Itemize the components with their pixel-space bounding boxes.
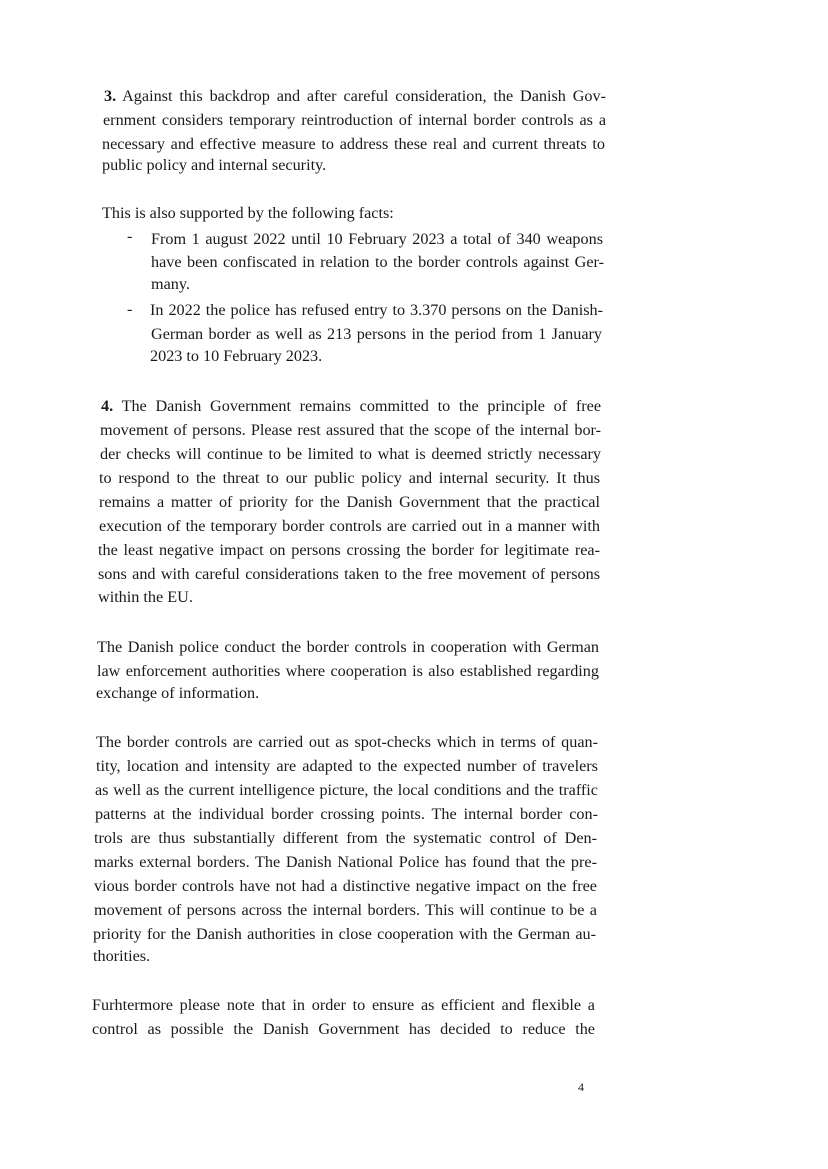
section4-line-2: movement of persons. Please rest assured that the scope of the internal bor-: [100, 421, 601, 439]
section3-number: 3.: [104, 87, 117, 105]
bullet-2-line-2: German border as well as 213 persons in the period from 1 January: [151, 325, 602, 343]
bullet-1-line-2: have been confiscated in relation to the border controls against Ger-: [151, 253, 604, 271]
spotchecks-line-4: patterns at the individual border crossing points. The internal border con-: [95, 805, 598, 823]
spotchecks-line-6: marks external borders. The Danish National Police has found that the pre-: [94, 853, 597, 871]
bullet-2-line-1: In 2022 the police has refused entry to 3.370 persons on the Danish-: [150, 301, 603, 319]
section3-line-4: public policy and internal security.: [102, 156, 327, 174]
cooperation-line-2: law enforcement authorities where cooperation is also established regarding: [97, 662, 599, 680]
spotchecks-line-8: movement of persons across the internal borders. This will continue to be a: [94, 901, 597, 919]
section4-number: 4.: [101, 397, 114, 415]
spotchecks-line-10: thorities.: [93, 947, 151, 965]
spotchecks-line-3: as well as the current intelligence picture, the local conditions and the traffic: [95, 781, 598, 799]
supported-intro: This is also supported by the following facts:: [102, 204, 394, 222]
section3-line-2: ernment considers temporary reintroduction of internal border controls as a: [103, 111, 606, 129]
section4-line-5: remains a matter of priority for the Danish Government that the practical: [99, 493, 600, 511]
section3-line-3: necessary and effective measure to address these real and current threats to: [102, 135, 605, 153]
bullet-dash-2: -: [127, 301, 133, 318]
spotchecks-line-5: trols are thus substantially different from the systematic control of Den-: [94, 829, 597, 847]
furthermore-line-2: control as possible the Danish Government has decided to reduce the: [92, 1020, 595, 1038]
spotchecks-line-2: tity, location and intensity are adapted to the expected number of travelers: [96, 757, 598, 775]
spotchecks-line-9: priority for the Danish authorities in close cooperation with the German au-: [93, 925, 596, 943]
cooperation-line-1: The Danish police conduct the border controls in cooperation with German: [97, 638, 599, 656]
section4-line-1: 4. The Danish Government remains committed to the principle of free: [101, 397, 601, 415]
spotchecks-line-7: vious border controls have not had a distinctive negative impact on the free: [94, 877, 597, 895]
cooperation-line-3: exchange of information.: [96, 684, 260, 702]
section4-line-6: execution of the temporary border controls are carried out in a manner with: [99, 517, 600, 535]
section4-line-4: to respond to the threat to our public policy and internal security. It thus: [99, 469, 600, 487]
furthermore-line-1: Furhtermore please note that in order to ensure as efficient and flexible a: [92, 996, 595, 1014]
bullet-1-line-1: From 1 august 2022 until 10 February 2023 a total of 340 weapons: [151, 230, 603, 248]
section4-line-8: sons and with careful considerations taken to the free movement of persons: [98, 565, 600, 583]
spotchecks-line-1: The border controls are carried out as spot-checks which in terms of quan-: [96, 733, 598, 751]
section4-line-7: the least negative impact on persons crossing the border for legitimate rea-: [98, 541, 600, 559]
section4-line-9: within the EU.: [98, 588, 193, 606]
bullet-1-line-3: many.: [151, 275, 190, 293]
section4-line-3: der checks will continue to be limited to what is deemed strictly necessary: [100, 445, 601, 463]
bullet-dash-1: -: [127, 228, 133, 245]
page-number: 4: [578, 1080, 584, 1094]
bullet-2-line-3: 2023 to 10 February 2023.: [150, 347, 323, 365]
section3-line-1: 3. Against this backdrop and after careful consideration, the Danish Gov-: [104, 87, 606, 105]
